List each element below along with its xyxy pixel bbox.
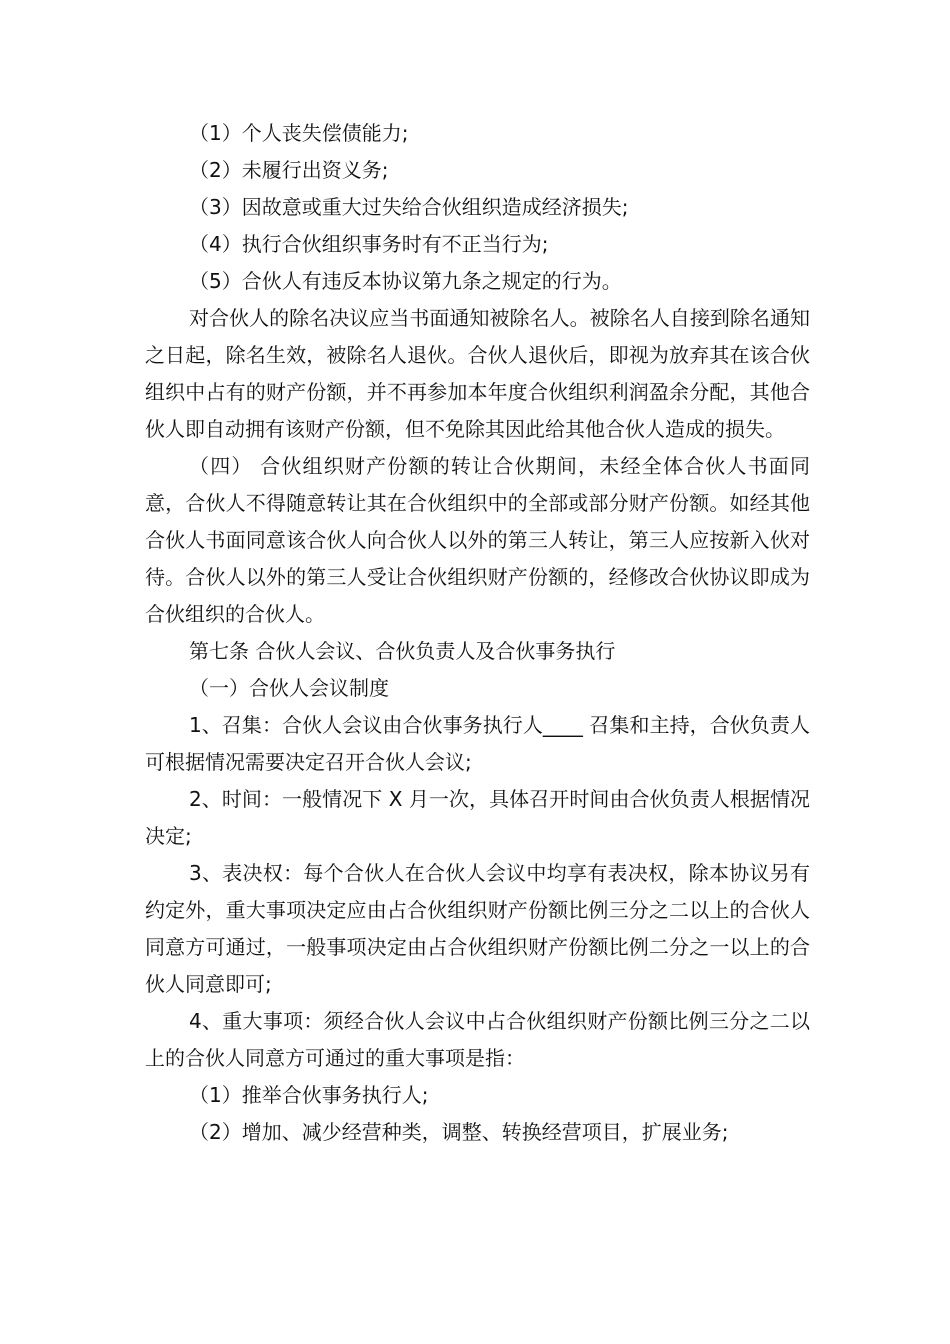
list-item: （1）推举合伙事务执行人; — [189, 1083, 429, 1107]
paragraph: （四） 合伙组织财产份额的转让合伙期间，未经全体合伙人书面同意，合伙人不得随意转让其在合伙组织中的全部或部分财产份额。如经其他合伙人书面同意该合伙人向合伙人以外的第三人转让，第三人应按新入伙对待。合伙人以外的第三人受让合伙组织财产份额的，经修改合伙协议即成为合伙组织的合伙人。 — [145, 454, 810, 626]
list-item: （3）因故意或重大过失给合伙组织造成经济损失; — [189, 195, 629, 219]
paragraph: 2、时间：一般情况下 X 月一次，具体召开时间由合伙负责人根据情况决定; — [145, 787, 810, 848]
document-body — [145, 115, 810, 1151]
paragraph: 1、召集：合伙人会议由合伙事务执行人____ 召集和主持，合伙负责人可根据情况需要决定召开合伙人会议; — [145, 713, 810, 774]
list-item: （1）个人丧失偿债能力; — [189, 121, 409, 145]
list-item: （2）增加、减少经营种类，调整、转换经营项目，扩展业务; — [189, 1120, 729, 1144]
section-heading: 第七条 合伙人会议、合伙负责人及合伙事务执行 — [189, 639, 616, 663]
list-item: （4）执行合伙组织事务时有不正当行为; — [189, 232, 549, 256]
paragraph: 3、表决权：每个合伙人在合伙人会议中均享有表决权，除本协议另有约定外，重大事项决定应由占合伙组织财产份额比例三分之二以上的合伙人同意方可通过，一般事项决定由占合伙组织财产份额比例二分之一以上的合伙人同意即可; — [145, 861, 810, 996]
list-item: （5）合伙人有违反本协议第九条之规定的行为。 — [189, 269, 622, 293]
paragraph: 4、重大事项：须经合伙人会议中占合伙组织财产份额比例三分之二以上的合伙人同意方可通过的重大事项是指： — [145, 1009, 810, 1070]
list-item: （2）未履行出资义务; — [189, 158, 389, 182]
paragraph: 对合伙人的除名决议应当书面通知被除名人。被除名人自接到除名通知之日起，除名生效，被除名人退伙。合伙人退伙后，即视为放弃其在该合伙组织中占有的财产份额，并不再参加本年度合伙组织利润盈余分配，其他合伙人即自动拥有该财产份额，但不免除其因此给其他合伙人造成的损失。 — [145, 306, 810, 441]
subsection-heading: （一）合伙人会议制度 — [189, 676, 389, 700]
